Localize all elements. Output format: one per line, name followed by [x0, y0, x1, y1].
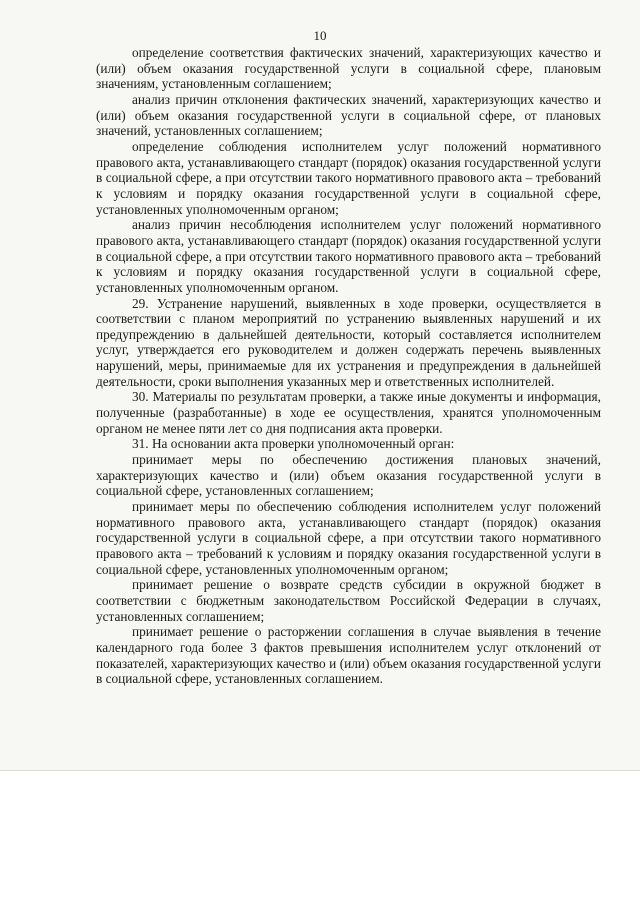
paragraph-noncompliance-analysis: анализ причин несоблюдения исполнителем услуг положений нормативного правового акта, устанавливающего стандарт (порядок) оказания государственной услуги в социальной сфере, а при отсутствии такого нормативного правового акта – требований к условиям и порядку оказания государственной услуги в социальной сфере, установленных уполномоченным органом.	[96, 217, 601, 295]
paragraph-measures-compliance: принимает меры по обеспечению соблюдения исполнителем услуг положений нормативного правового акта, устанавливающего стандарт (порядок) оказания государственной услуги в социальной сфере, а при отсутствии такого нормативного правового акта – требований к условиям и порядку оказания государственной услуги в социальной сфере, установленных уполномоченным органом;	[96, 499, 601, 577]
paragraph-deviation-definition: определение соответствия фактических значений, характеризующих качество и (или) объем оказания государственной услуги в социальной сфере, плановым значениям, установленным соглашением;	[96, 45, 601, 92]
paragraph-compliance-definition: определение соблюдения исполнителем услуг положений нормативного правового акта, устанавливающего стандарт (порядок) оказания государственной услуги в социальной сфере, а при отсутствии такого нормативного правового акта – требований к условиям и порядку оказания государственной услуги в социальной сфере, установленных уполномоченным органом;	[96, 138, 601, 217]
paragraph-item-31: 31. На основании акта проверки уполномоченный орган:	[132, 436, 455, 452]
page-number: 10	[313, 28, 327, 43]
paragraph-agreement-termination: принимает решение о расторжении соглашения в случае выявления в течение календарного года более 3 фактов превышения исполнителем услуг отклонений от показателей, характеризующих качество и (или) объем оказания государственной услуги в социальной сфере, установленных соглашением.	[96, 624, 601, 687]
paragraph-measures-targets: принимает меры по обеспечению достижения плановых значений, характеризующих качество и (или) объем оказания государственной услуги в социальной сфере, установленных соглашением;	[96, 452, 601, 499]
paragraph-item-30: 30. Материалы по результатам проверки, а также иные документы и информация, полученные (разработанные) в ходе ее осуществления, хранятся уполномоченным органом не менее пяти лет со дня подписания акта проверки.	[96, 389, 601, 436]
paragraph-subsidy-return: принимает решение о возврате средств субсидии в окружной бюджет в соответствии с бюджетным законодательством Российской Федерации в случаях, установленных соглашением;	[96, 577, 601, 624]
paragraph-deviation-analysis: анализ причин отклонения фактических значений, характеризующих качество и (или) объем оказания государственной услуги в социальной сфере, от плановых значений, установленных соглашением;	[96, 91, 601, 139]
paragraph-item-29: 29. Устранение нарушений, выявленных в ходе проверки, осуществляется в соответствии с планом мероприятий по устранению выявленных нарушений и их предупреждению в дальнейшей деятельности, который составляется исполнителем услуг, утверждается его руководителем и должен содержать перечень выявленных нарушений, меры, принимаемые для их устранения и предупреждения в дальнейшей деятельности, сроки выполнения указанных мер и ответственных исполнителей.	[96, 295, 601, 389]
document-body	[96, 45, 601, 687]
